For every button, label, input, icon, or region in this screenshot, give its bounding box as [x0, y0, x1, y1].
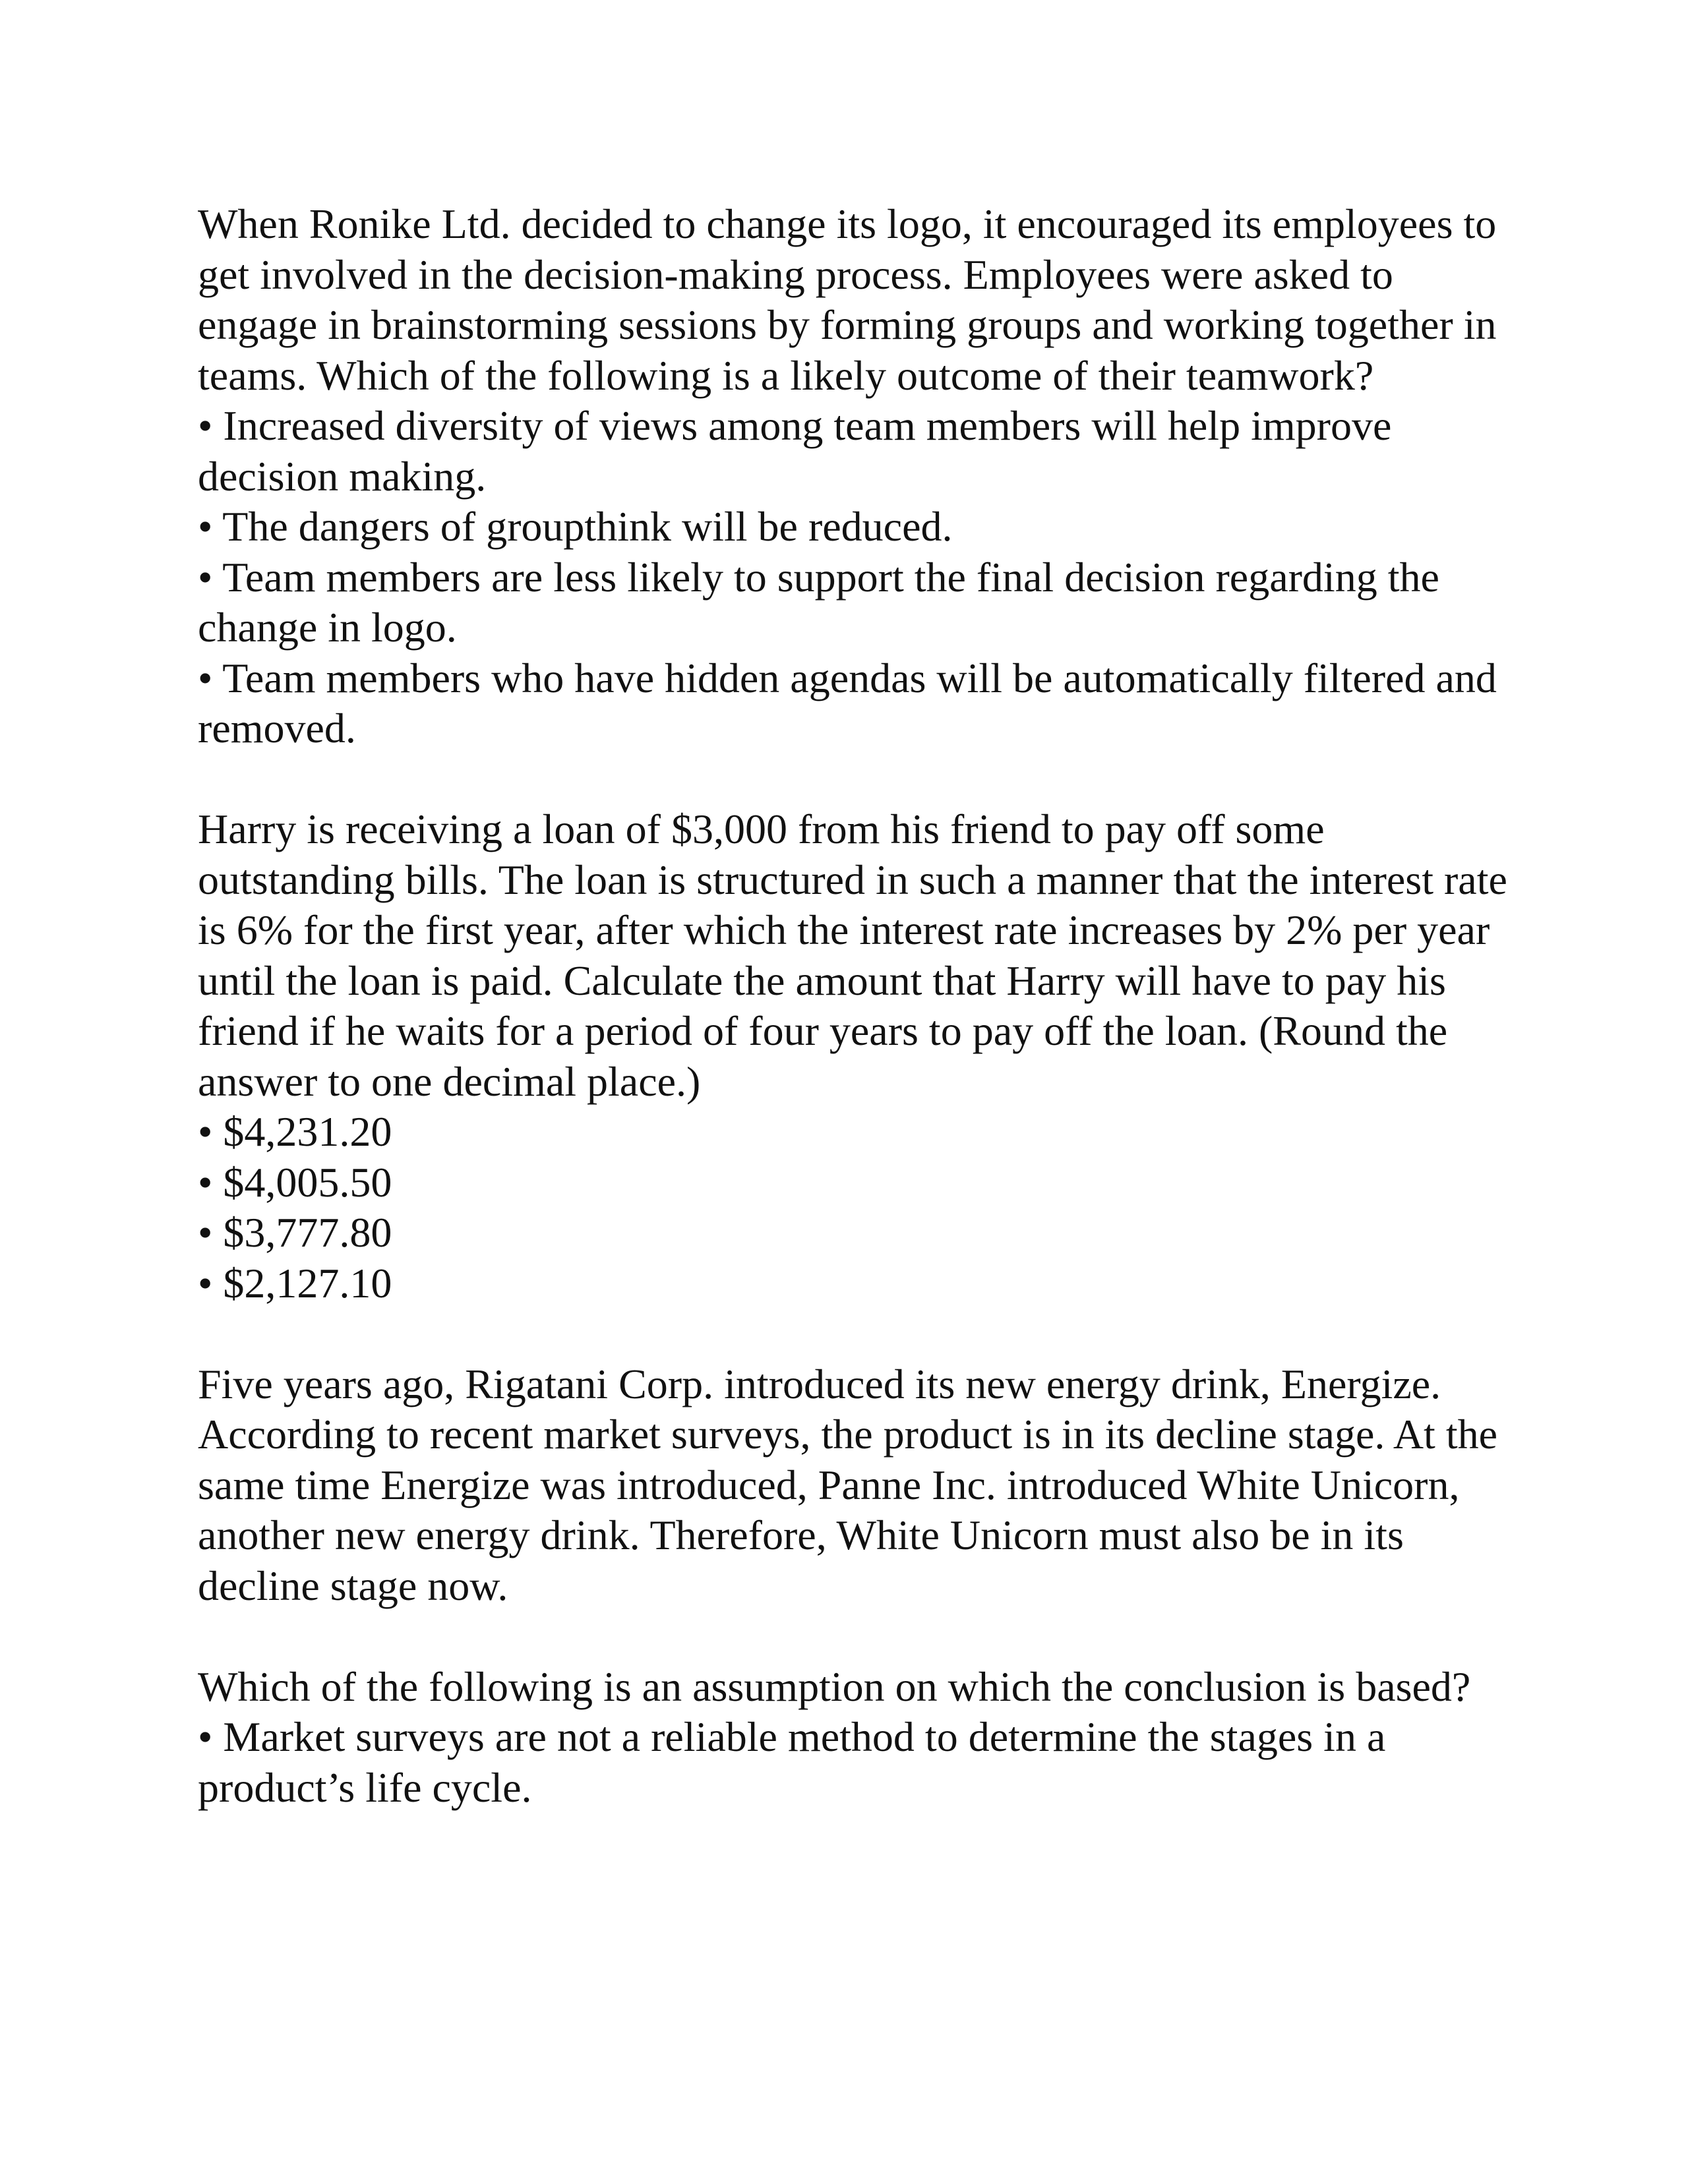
option-text: Team members are less likely to support the final decision regarding the change in logo.: [198, 553, 1439, 651]
option-item: [198, 401, 1510, 502]
question-3-text: Which of the following is an assumption on which the conclusion is based?: [198, 1663, 1471, 1710]
option-item: [198, 502, 1510, 552]
option-text: Team members who have hidden agendas will be automatically filtered and removed.: [198, 654, 1497, 752]
paragraph-spacer: [198, 1309, 1510, 1359]
bullet-icon: •: [198, 402, 213, 449]
option-text: $3,777.80: [223, 1209, 392, 1256]
bullet-icon: •: [198, 1108, 213, 1155]
paragraph-spacer: [198, 1611, 1510, 1662]
question-3-options: [198, 1712, 1510, 1813]
question-1-options: [198, 401, 1510, 754]
question-2: [198, 804, 1510, 1309]
bullet-icon: •: [198, 1209, 213, 1256]
option-text: $4,231.20: [223, 1108, 392, 1155]
bullet-icon: •: [198, 654, 213, 701]
option-item: [198, 552, 1510, 653]
option-text: The dangers of groupthink will be reduced.: [222, 503, 953, 550]
option-text: $2,127.10: [223, 1259, 392, 1307]
option-item: [198, 1107, 1510, 1158]
bullet-icon: •: [198, 1158, 213, 1206]
paragraph-spacer: [198, 754, 1510, 805]
question-3: [198, 1359, 1510, 1814]
bullet-icon: •: [198, 1259, 213, 1307]
option-text: $4,005.50: [223, 1158, 392, 1206]
option-text: Market surveys are not a reliable method to determine the stages in a product’s life cycle.: [198, 1713, 1386, 1811]
option-item: [198, 1712, 1510, 1813]
option-item: [198, 653, 1510, 754]
bullet-icon: •: [198, 1713, 213, 1760]
question-1-text: When Ronike Ltd. decided to change its logo, it encouraged its employees to get involved in the decision-making process. Employees were asked to engage in brainstorming sessions by forming groups and working together in teams. Which of the following is a likely outcome of their teamwork?: [198, 200, 1497, 399]
option-item: [198, 1258, 1510, 1309]
option-text: Increased diversity of views among team members will help improve decision making.: [198, 402, 1392, 500]
option-item: [198, 1158, 1510, 1208]
question-2-options: [198, 1107, 1510, 1309]
question-2-text: Harry is receiving a loan of $3,000 from his friend to pay off some outstanding bills. The loan is structured in such a manner that the interest rate is 6% for the first year, after which the interest rate increases by 2% per year until the loan is paid. Calculate the amount that Harry will have to pay his friend if he waits for a period of four years to pay off the loan. (Round the answer to one decimal place.): [198, 806, 1507, 1105]
question-3-stem: Five years ago, Rigatani Corp. introduced its new energy drink, Energize. According to recent market surveys, the product is in its decline stage. At the same time Energize was introduced, Panne Inc. introduced White Unicorn, another new energy drink. Therefore, White Unicorn must also be in its decline stage now.: [198, 1360, 1497, 1609]
document-body: [198, 199, 1510, 1813]
bullet-icon: •: [198, 553, 213, 601]
question-1: [198, 199, 1510, 754]
bullet-icon: •: [198, 503, 213, 550]
option-item: [198, 1208, 1510, 1258]
